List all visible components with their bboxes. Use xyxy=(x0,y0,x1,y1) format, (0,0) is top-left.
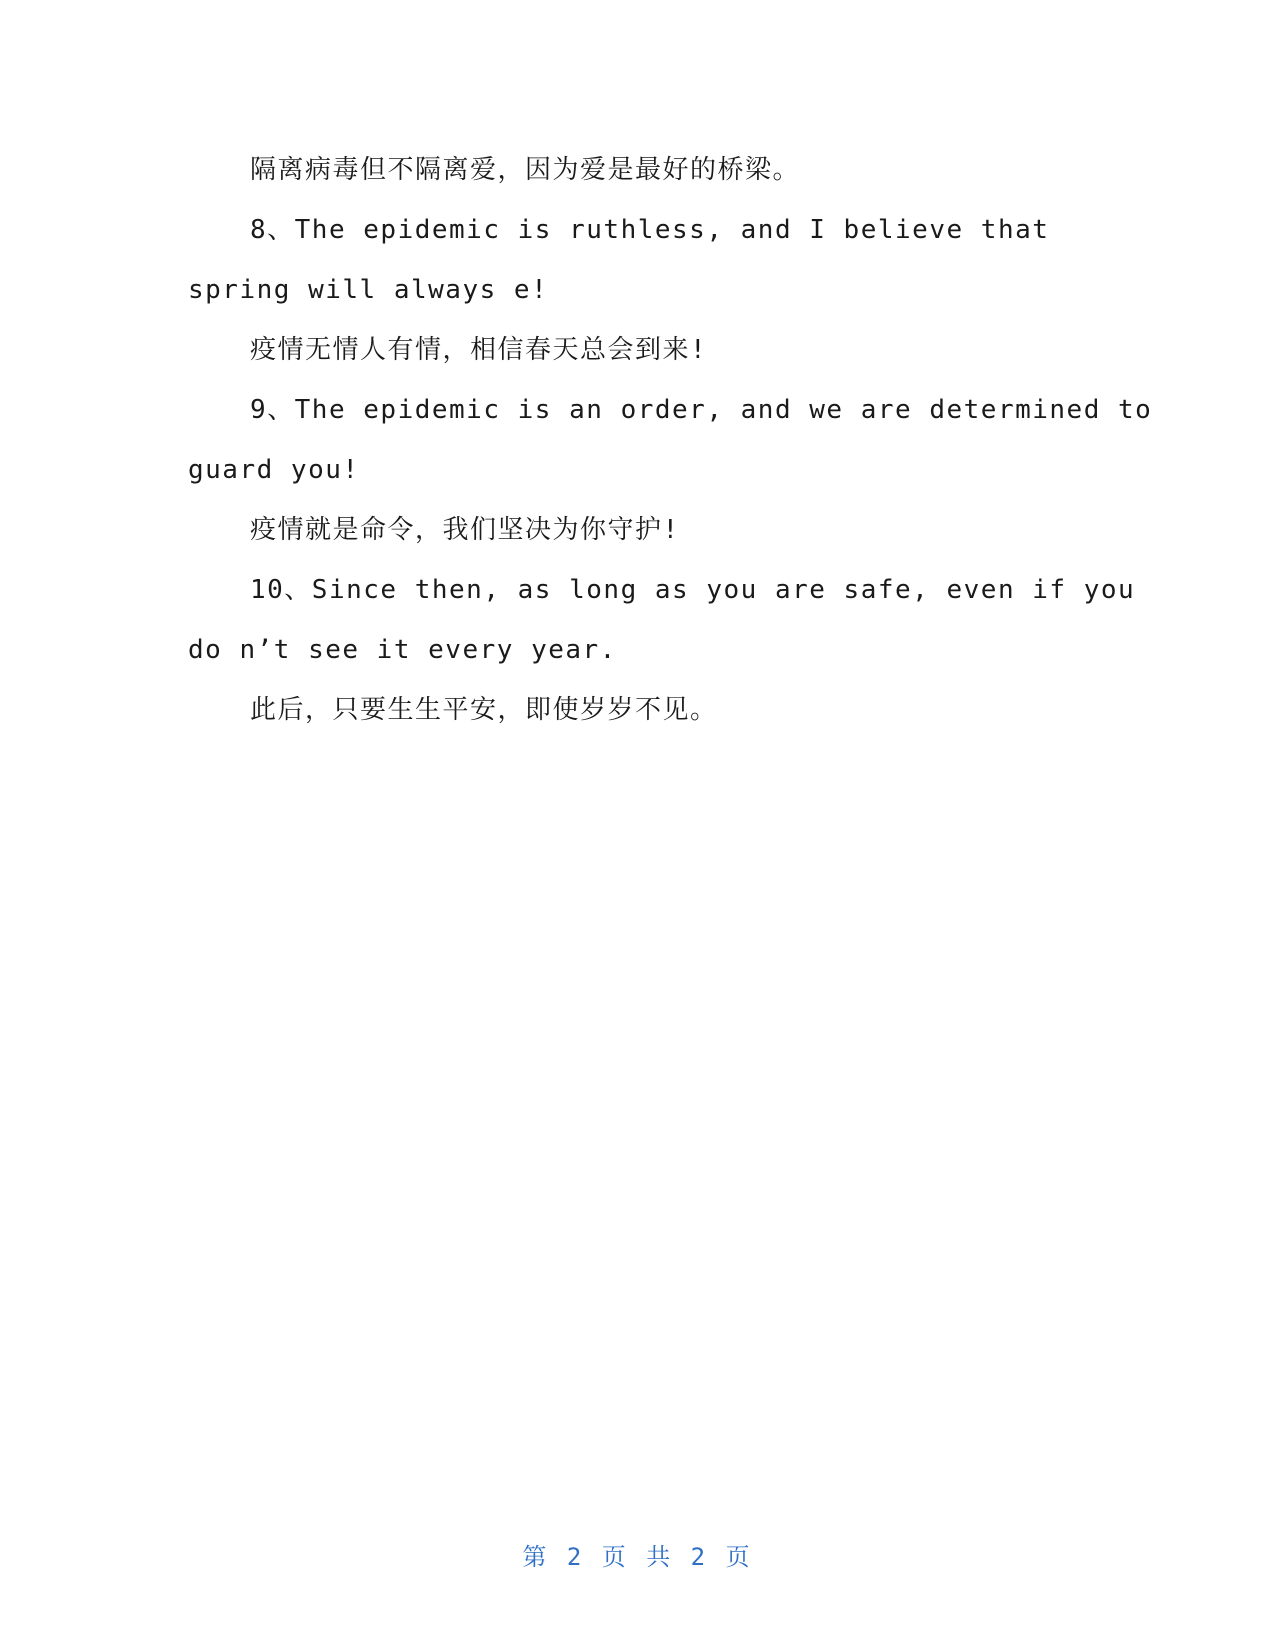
paragraph-line-7: 疫情就是命令，我们坚决为你守护! xyxy=(250,515,680,545)
paragraph-line-10: 此后，只要生生平安，即使岁岁不见。 xyxy=(250,695,718,725)
document-body xyxy=(188,140,1153,740)
paragraph-line-9: do n’t see it every year. xyxy=(188,635,617,665)
paragraph-line-4: 疫情无情人有情，相信春天总会到来! xyxy=(250,335,708,365)
paragraph-line-5: 9、The epidemic is an order, and we are determined to xyxy=(250,395,1153,425)
paragraph-line-6: guard you! xyxy=(188,455,360,485)
paragraph-line-8: 10、Since then, as long as you are safe, even if you xyxy=(250,575,1136,605)
paragraph-line-3: spring will always e! xyxy=(188,275,549,305)
page-number-footer: 第 2 页 共 2 页 xyxy=(522,1543,753,1571)
paragraph-line-2: 8、The epidemic is ruthless, and I believe that xyxy=(250,215,1050,245)
paragraph-line-1: 隔离病毒但不隔离爱，因为爱是最好的桥梁。 xyxy=(250,155,801,185)
